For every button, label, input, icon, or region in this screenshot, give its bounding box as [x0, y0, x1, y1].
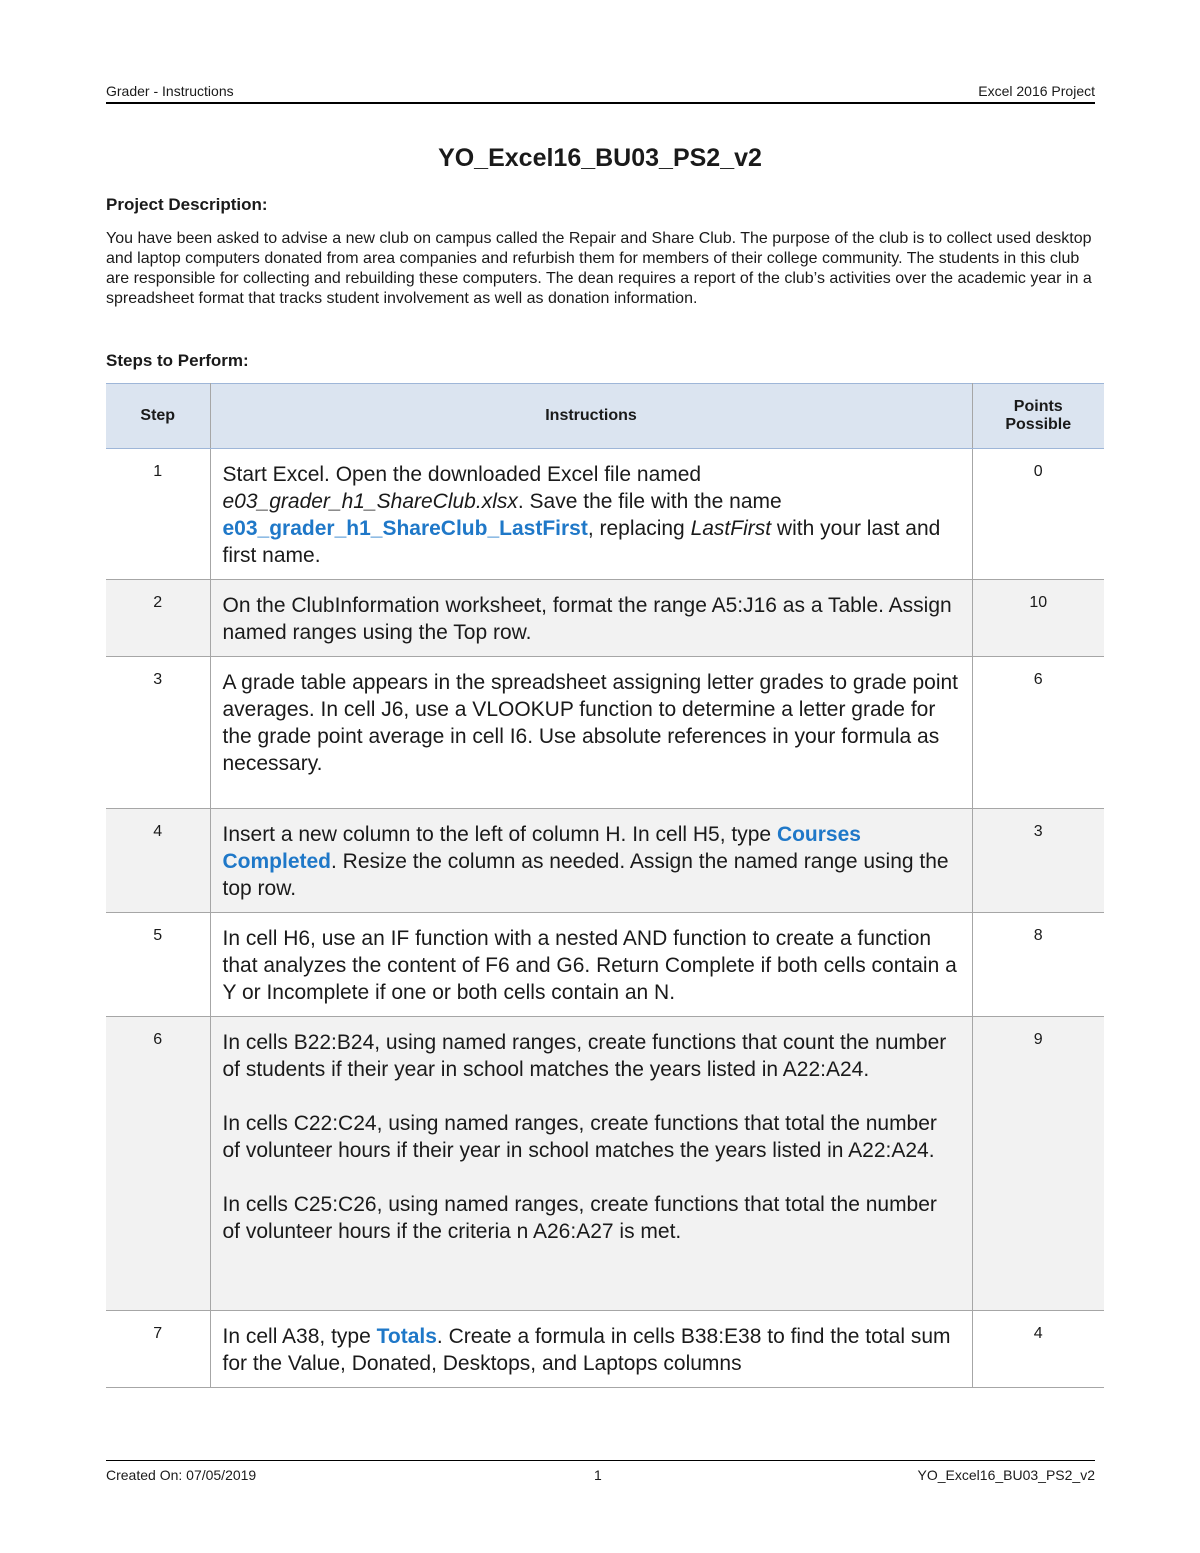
instruction-text: Start Excel. Open the downloaded Excel file named: [222, 463, 702, 486]
step-number: 3: [106, 657, 210, 809]
table-row: [106, 809, 1104, 913]
header-right: Excel 2016 Project: [978, 83, 1095, 99]
step-number: 4: [106, 809, 210, 913]
table-row: [106, 580, 1104, 657]
step-points: 8: [972, 913, 1104, 1017]
instruction-text: . Resize the column as needed. Assign the named range using the top row.: [222, 850, 949, 900]
step-points: 10: [972, 580, 1104, 657]
steps-table: [106, 383, 1104, 1388]
step-instructions: In cell H6, use an IF function with a nested AND function to create a function that analyzes the content of F6 and G6. Return Complete if both cells contain a Y or Incomplete if one or both cells contain an N.: [210, 913, 972, 1017]
document-title: YO_Excel16_BU03_PS2_v2: [438, 144, 762, 172]
step-column-header: Step: [106, 384, 210, 449]
step-number: 6: [106, 1017, 210, 1311]
instruction-paragraph: In cells C25:C26, using named ranges, create functions that total the number of volunteer hours if the criteria n A26:A27 is met.: [222, 1193, 937, 1243]
highlighted-file-name: e03_grader_h1_ShareClub_LastFirst: [222, 517, 588, 540]
highlighted-term: Courses Completed: [222, 823, 861, 873]
header-left: Grader - Instructions: [106, 83, 234, 99]
file-name: e03_grader_h1_ShareClub.xlsx: [222, 490, 518, 513]
table-row: [106, 657, 1104, 809]
page-footer: [106, 1460, 1095, 1483]
step-number: 2: [106, 580, 210, 657]
points-column-header: [972, 384, 1104, 449]
footer-document-id: YO_Excel16_BU03_PS2_v2: [917, 1467, 1095, 1483]
instruction-text: with your last and first name.: [222, 517, 941, 567]
step-number: 7: [106, 1311, 210, 1388]
step-instructions: On the ClubInformation worksheet, format the range A5:J16 as a Table. Assign named ranges using the Top row.: [210, 580, 972, 657]
table-row: [106, 1017, 1104, 1311]
step-points: 3: [972, 809, 1104, 913]
step-instructions: [210, 449, 972, 580]
step-instructions: A grade table appears in the spreadsheet assigning letter grades to grade point averages. In cell J6, use a VLOOKUP function to determine a letter grade for the grade point average in cell I6. Use absolute references in your formula as necessary.: [210, 657, 972, 809]
table-row: [106, 449, 1104, 580]
instruction-text: Insert a new column to the left of column H. In cell H5, type: [222, 823, 777, 846]
page-number: 1: [594, 1467, 602, 1483]
step-instructions: [210, 1311, 972, 1388]
placeholder-name: LastFirst: [690, 517, 772, 540]
footer-created-on: Created On: 07/05/2019: [106, 1467, 257, 1483]
instruction-text: In cell A38, type: [222, 1325, 377, 1348]
page-header: [106, 83, 1095, 104]
table-header-row: [106, 384, 1104, 449]
instruction-paragraph: In cells C22:C24, using named ranges, create functions that total the number of volunteer hours if their year in school matches the years listed in A22:A24.: [222, 1112, 937, 1162]
points-header-line1: Points: [1013, 398, 1063, 415]
instruction-text: , replacing: [587, 517, 691, 540]
instruction-paragraph: In cells B22:B24, using named ranges, create functions that count the number of students if their year in school matches the years listed in A22:A24.: [222, 1031, 947, 1081]
highlighted-term: Totals: [376, 1325, 437, 1348]
step-number: 1: [106, 449, 210, 580]
project-description-heading: Project Description:: [106, 195, 268, 214]
instruction-text: . Create a formula in cells B38:E38 to find the total sum for the Value, Donated, Desktops, and Laptops columns: [222, 1325, 951, 1375]
step-points: 0: [972, 449, 1104, 580]
project-description: You have been asked to advise a new club on campus called the Repair and Share Club. The purpose of the club is to collect used desktop and laptop computers donated from area companies and refurbish them for members of their college community. The students in this club are responsible for collecting and rebuilding these computers. The dean requires a report of the club’s activities over the academic year in a spreadsheet format that tracks student involvement as well as donation information.: [106, 230, 1092, 307]
step-instructions: [210, 809, 972, 913]
instructions-column-header: Instructions: [210, 384, 972, 449]
step-points: 6: [972, 657, 1104, 809]
table-row: [106, 913, 1104, 1017]
step-points: 4: [972, 1311, 1104, 1388]
step-points: 9: [972, 1017, 1104, 1311]
step-number: 5: [106, 913, 210, 1017]
steps-heading: Steps to Perform:: [106, 351, 249, 370]
table-row: [106, 1311, 1104, 1388]
step-instructions: [210, 1017, 972, 1311]
instruction-text: . Save the file with the name: [517, 490, 782, 513]
points-header-line2: Possible: [1005, 416, 1072, 433]
